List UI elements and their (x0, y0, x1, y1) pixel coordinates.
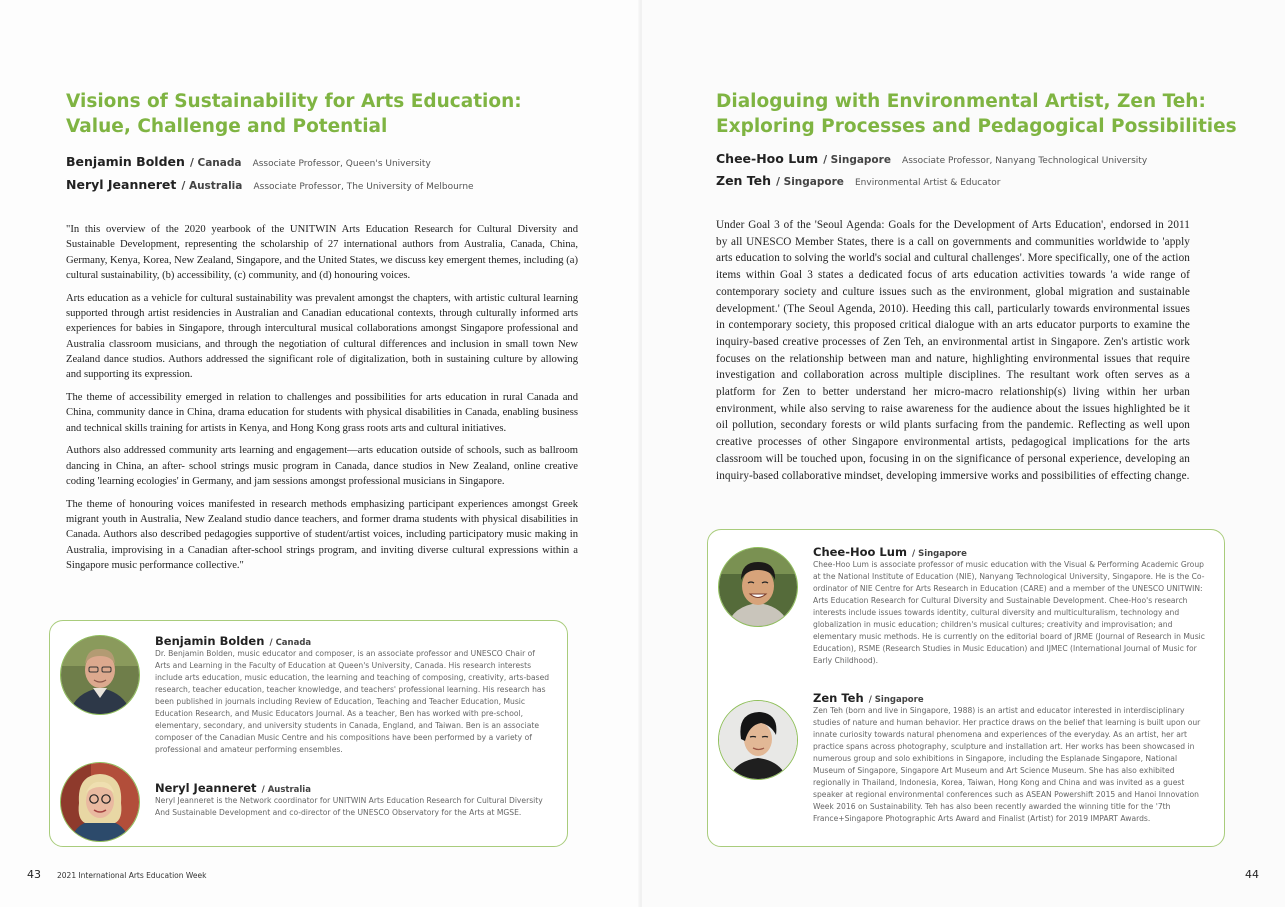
bio-name-text: Zen Teh (813, 691, 864, 705)
bio-name-chee-hoo-lum (813, 541, 967, 560)
right-title-line-2: Exploring Processes and Pedagogical Possibilities (716, 116, 1237, 137)
author-country: / Australia (181, 180, 243, 192)
bio-text-benjamin-bolden: Dr. Benjamin Bolden, music educator and composer, is an associate professor and UNESCO Chair of Arts and Learning in the Faculty of Education at Queen's University, Canada. His research interests include arts education, music education, the learning and teaching of composing, creativity, arts-based research, teacher education, teacher knowledge, and teachers' professional learning. His research has been published in journals including Review of Education, Teaching and Teacher Education, Music Education Research, and Music Educators Journal. As a teacher, Ben has worked with pre-school, elementary, secondary, and university students in Canada, England, and Taiwan. Ben is an associate composer of the Canadian Music Centre and his compositions have been performed by a variety of professional and amateur performing ensembles. (155, 649, 550, 754)
left-title-line-2: Value, Challenge and Potential (66, 116, 388, 137)
left-abstract (66, 222, 578, 581)
right-author-2 (716, 170, 1001, 189)
left-author-2 (66, 174, 474, 193)
author-country: / Canada (190, 157, 242, 169)
left-author-1 (66, 151, 431, 170)
event-label: 2021 International Arts Education Week (57, 871, 207, 880)
bio-country: / Singapore (868, 695, 924, 705)
abstract-paragraph-2: Arts education as a vehicle for cultural sustainability was prevalent amongst the chapters, with artistic cultural learning supported through artist residencies in Australian and Canadian educational contexts, through culturally informed arts experiences for babies in Singapore, through intercultural musical collaborations amongst Singapore professional and Australia classroom musicians, and through the negotiation of cultural differences and inclusion in small town New Zealand dance studios. Authors addressed the significant role of digitalization, both in sustaining culture by allowing and supporting its expression. (66, 292, 578, 381)
bio-text-neryl-jeanneret: Neryl Jeanneret is the Network coordinator for UNITWIN Arts Education Research for Cultural Diversity And Sustainable Development and co-director of the UNESCO Observatory for the Arts at MGSE. (155, 796, 543, 817)
left-title-line-1: Visions of Sustainability for Arts Education: (66, 91, 522, 112)
author-country: / Singapore (823, 154, 891, 166)
benjamin-bolden-photo (60, 635, 140, 715)
author-name: Chee-Hoo Lum (716, 151, 819, 166)
author-affiliation: Associate Professor, Nanyang Technological University (902, 156, 1148, 166)
right-abstract (716, 217, 1190, 492)
abstract-paragraph-3: The theme of accessibility emerged in relation to challenges and possibilities for arts education in rural Canada and China, community dance in China, drama education for students with physical disabilities in Canada, enabling business and technical skills training for artists in Kenya, and Hong Kong grass roots arts and cultural initiatives. (66, 391, 578, 434)
bio-country: / Australia (261, 785, 311, 795)
bio-name-zen-teh (813, 687, 924, 706)
bio-text-zen-teh: Zen Teh (born and live in Singapore, 1988) is an artist and educator interested in interdisciplinary studies of nature and human behavior. Her practice draws on the belief that learning is built upon our innate curiosity towards natural phenomena and experiences of the everyday. As an artist, her art practice spans across photography, sculpture and installation art. Her works has been showcased in numerous group and solo exhibitions in Singapore, including the Esplanade Singapore, National Museum of Singapore, Singapore Art Museum and Art Science Museum. She has also exhibited regionally in Thailand, Indonesia, Korea, Taiwan, Hong Kong and China and was invited as a guest speaker at regional environmental conferences such as ASEAN Powershift 2015 and Hanoi Innovation Week 2016 on Sustainability. Teh has also been recently awarded the winning title for the '7th France+Singapore Photographic Arts Award and Finalist (Artist) for 2019 IMPART Awards. (813, 706, 1201, 823)
author-name: Benjamin Bolden (66, 154, 185, 169)
abstract-paragraph-5: The theme of honouring voices manifested in research methods emphasizing participant experiences amongst Greek migrant youth in Australia, New Zealand studio dance teachers, and former drama students with physical disabilities in Canada. Authors also described pedagogies supportive of student/artist voices, including participatory music making in Australia, improvising in a Canadian after-school strings program, and inviting diverse cultural expressions within a Singapore music performance collective." (66, 498, 578, 571)
zen-teh-photo (718, 700, 798, 780)
bio-country: / Canada (269, 638, 312, 648)
author-name: Zen Teh (716, 173, 772, 188)
author-affiliation: Associate Professor, The University of Melbourne (253, 182, 474, 192)
abstract-paragraph: Under Goal 3 of the 'Seoul Agenda: Goals for the Development of Arts Education', endorsed in 2011 by all UNESCO Member States, there is a call on governments and communities worldwide to 'apply arts education to solving the world's social and cultural challenges'. More specifically, one of the action items within Goal 3 states a dedicated focus of arts education activities towards 'a wide range of contemporary society and culture issues such as the environment, global migration and sustainable development.' (The Seoul Agenda, 2010). Heeding this call, particularly towards environmental issues in contemporary society, this proposed critical dialogue with an arts educator purports to examine the inquiry-based creative processes of Zen Teh, an environmental artist in Singapore. Zen's artistic work focuses on the relationship between man and nature, highlighting environmental issues that require investigation and collaboration across multiple disciplines. The resultant work often serves as a platform for Zen to better understand her micro-macro relationship(s) living within her urban environment, while also serving to raise awareness for the audience about the issues highlighted be it oil pollution, secondary forests or wild plants surfacing from the pandemic. Reflecting as well upon creative processes of other Singapore environmental artists, pedagogical implications for the arts classroom will be touched upon, focusing in on the significance of personal experience, developing an inquiry-based collaborative mindset, developing immersive works and possibilities of effecting change. (716, 219, 1190, 482)
right-article-title (716, 89, 1276, 139)
right-author-1 (716, 148, 1147, 167)
right-page-number: 44 (1245, 868, 1259, 881)
author-affiliation: Associate Professor, Queen's University (252, 159, 431, 169)
bio-name-text: Chee-Hoo Lum (813, 545, 907, 559)
chee-hoo-lum-photo (718, 547, 798, 627)
abstract-paragraph-1: "In this overview of the 2020 yearbook of the UNITWIN Arts Education Research for Cultural Diversity and Sustainable Development, representing the scholarship of 27 international authors from Australia, Canada, China, Germany, Kenya, Korea, New Zealand, Singapore, and the United States, we discuss key emergent themes, including (a) cultural sustainability, (b) accessibility, (c) community, and (d) honouring voices. (66, 224, 578, 281)
right-title-line-1: Dialoguing with Environmental Artist, Zen Teh: (716, 91, 1206, 112)
author-country: / Singapore (776, 176, 844, 188)
bio-text-chee-hoo-lum: Chee-Hoo Lum is associate professor of music education with the Visual & Performing Academic Group at the National Institute of Education (NIE), Nanyang Technological University, Singapore. He is the Co-ordinator of NIE Centre for Arts Research in Education (CARE) and a member of the UNESCO UNITWIN: Arts Education Research for Cultural Diversity and Sustainable Development. Chee-Hoo's research interests include issues towards identity, cultural diversity and multiculturalism, technology and globalization in music education; children's musical cultures; creativity and improvisation; and elementary music methods. He is currently on the editorial board of JRME (Journal of Research in Music Education), RSME (Research Studies in Music Education) and IJMEC (International Journal of Music for Early Childhood). (813, 560, 1205, 665)
neryl-jeanneret-photo (60, 762, 140, 842)
author-affiliation: Environmental Artist & Educator (855, 178, 1001, 188)
right-page (642, 0, 1285, 907)
bio-name-text: Benjamin Bolden (155, 634, 265, 648)
abstract-paragraph-4: Authors also addressed community arts learning and engagement—arts education outside of schools, such as ballroom dancing in China, an after- school strings music program in Canada, dance studios in New Zealand, online creative coding 'learning ecologies' in Germany, and jam sessions amongst professional musicians in Singapore. (66, 445, 578, 487)
bio-country: / Singapore (912, 549, 967, 559)
bio-name-benjamin-bolden (155, 630, 311, 649)
bio-name-neryl-jeanneret (155, 777, 311, 796)
left-page (0, 0, 642, 907)
left-page-number: 43 (27, 868, 41, 881)
left-article-title (66, 89, 626, 139)
author-name: Neryl Jeanneret (66, 177, 177, 192)
bio-name-text: Neryl Jeanneret (155, 781, 257, 795)
